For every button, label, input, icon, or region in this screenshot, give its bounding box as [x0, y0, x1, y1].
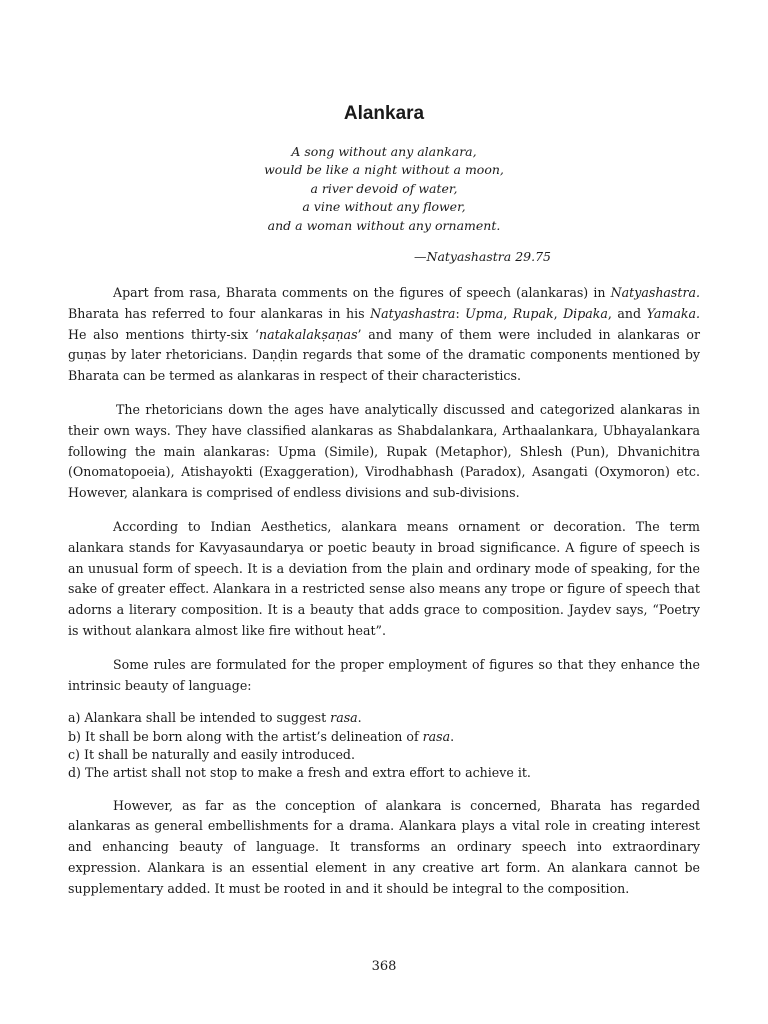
paragraph-rules-intro: Some rules are formulated for the proper employment of figures so that they enhance the intrinsic beauty of language:: [68, 656, 700, 693]
page-number: 368: [371, 959, 397, 974]
document-page: [68, 0, 700, 1024]
paragraph-rhetoricians: The rhetoricians down the ages have analytically discussed and categorized alankaras in their own ways. They have classified alankaras as Shabdalankara, Arthaalankara, Ubhayalankara following the main alankaras: Upma (Simile), Rupak (Metaphor), Shlesh (Pun), Dhvanichitra (Onomatopoeia), Atishayokti (Exaggeration), Virodhabhash (Paradox), Asangati (Oxymoron) etc. However, alankara is comprised of endless divisions and sub-divisions.: [68, 401, 700, 501]
body-text: [68, 283, 700, 913]
page-title: Alankara: [343, 103, 425, 124]
paragraph-indian-aesthetics: According to Indian Aesthetics, alankara means ornament or decoration. The term alankara stands for Kavyasaundarya or poetic beauty in broad significance. A figure of speech is an unusual form of speech. It is a deviation from the plain and ordinary mode of speaking, for the sake of greater effect. Alankara in a restricted sense also means any trope or figure of speech that adorns a literary composition. It is a beauty that adds grace to composition. Jaydev says, “Poetry is without alankara almost like fire without heat”.: [68, 518, 700, 638]
epigraph: [68, 143, 700, 235]
epigraph-line: a river devoid of water,: [310, 180, 458, 196]
rule-a: a) Alankara shall be intended to suggest rasa.: [68, 710, 362, 726]
rule-d: d) The artist shall not stop to make a fresh and extra effort to achieve it.: [68, 765, 531, 781]
paragraph-bharata-embellishments: However, as far as the conception of alankara is concerned, Bharata has regarded alankaras as general embellishments for a drama. Alankara plays a vital role in creating interest and enhancing beauty of language. It transforms an ordinary speech into extraordinary expression. Alankara is an essential element in any creative art form. An alankara cannot be supplementary added. It must be rooted in and it should be integral to the composition.: [68, 797, 700, 896]
epigraph-line: A song without any alankara,: [291, 144, 477, 159]
epigraph-attribution: —Natyashastra 29.75: [414, 249, 551, 264]
rules-list: [68, 709, 700, 782]
rule-b: b) It shall be born along with the artist’s delineation of rasa.: [68, 728, 455, 744]
epigraph-line: and a woman without any ornament.: [267, 217, 501, 233]
epigraph-line: would be like a night without a moon,: [264, 162, 504, 178]
rule-c: c) It shall be naturally and easily introduced.: [68, 746, 355, 762]
paragraph-rasa-figures: Apart from rasa, Bharata comments on the figures of speech (alankaras) in Natyashastra. Bharata has referred to four alankaras in his Natyashastra: Upma, Rupak, Dipaka, and Yamaka. He also mentions thirty-six ‘natakalakṣaṇas’ and many of them were included in alankaras or guṇas by later rhetoricians. Daṇḍin regards that some of the dramatic components mentioned by Bharata can be termed as alankaras in respect of their characteristics.: [68, 285, 701, 384]
epigraph-line: a vine without any flower,: [302, 199, 466, 215]
